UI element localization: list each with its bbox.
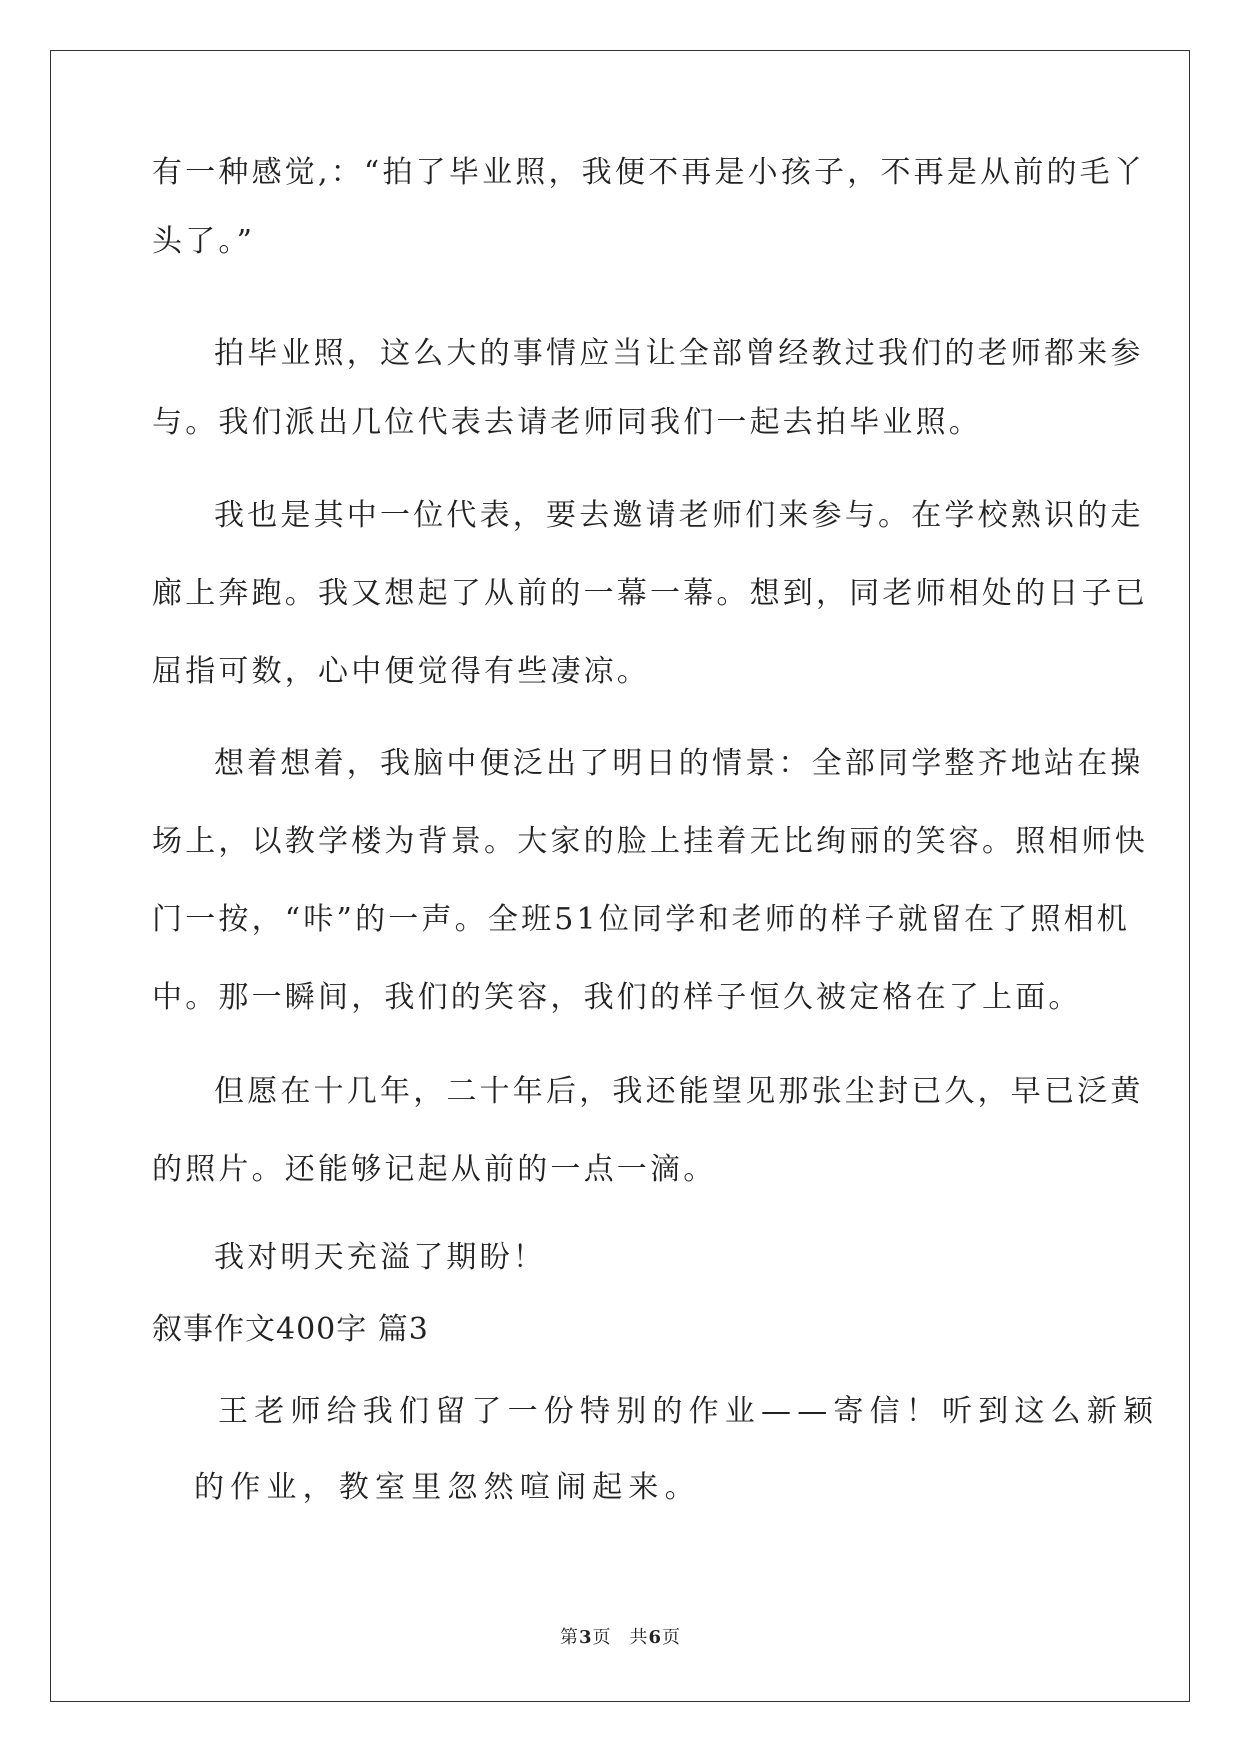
text-line: 廊上奔跑。我又想起了从前的一幕一幕。想到，同老师相处的日子已 (152, 576, 1148, 611)
paragraph-start-line: 想着想着，我脑中便泛出了明日的情景：全部同学整齐地站在操 (214, 746, 1144, 781)
text-line: 场上，以教学楼为背景。大家的脸上挂着无比绚丽的笑容。照相师快 (152, 824, 1148, 859)
text-line: 门一按，“咔”的一声。全班51位同学和老师的样子就留在了照相机 (152, 902, 1131, 937)
text-line: 的作业，教室里忽然喧闹起来。 (194, 1470, 701, 1505)
footer-total-unit: 页 (662, 1627, 682, 1648)
text-line: 有一种感觉,：“拍了毕业照，我便不再是小孩子，不再是从前的毛丫 (152, 155, 1147, 190)
footer-page-unit: 页 (592, 1627, 612, 1648)
paragraph-start-line: 王老师给我们留了一份特别的作业——寄信！听到这么新颖 (218, 1394, 1160, 1429)
text-line: 屈指可数，心中便觉得有些凄凉。 (152, 654, 650, 689)
footer-page-total: 6 (648, 1627, 663, 1648)
section-heading: 叙事作文400字 篇3 (152, 1312, 429, 1347)
footer-total-prefix: 共 (629, 1627, 649, 1648)
text-line: 与。我们派出几位代表去请老师同我们一起去拍毕业照。 (152, 405, 982, 440)
paragraph-start-line: 但愿在十几年，二十年后，我还能望见那张尘封已久，早已泛黄 (214, 1074, 1144, 1109)
paragraph-start-line: 拍毕业照，这么大的事情应当让全部曾经教过我们的老师都来参 (214, 336, 1144, 371)
paragraph-start-line: 我也是其中一位代表，要去邀请老师们来参与。在学校熟识的走 (214, 498, 1144, 533)
page-border (50, 50, 1190, 1702)
text-line: 中。那一瞬间，我们的笑容，我们的样子恒久被定格在了上面。 (152, 980, 1082, 1015)
text-line: 的照片。还能够记起从前的一点一滴。 (152, 1152, 717, 1187)
text-line: 头了。” (152, 224, 256, 259)
footer-page-prefix: 第 (559, 1627, 579, 1648)
paragraph-start-line: 我对明天充溢了期盼！ (214, 1240, 546, 1275)
page-footer (0, 1626, 1241, 1650)
footer-page-current: 3 (578, 1627, 593, 1648)
